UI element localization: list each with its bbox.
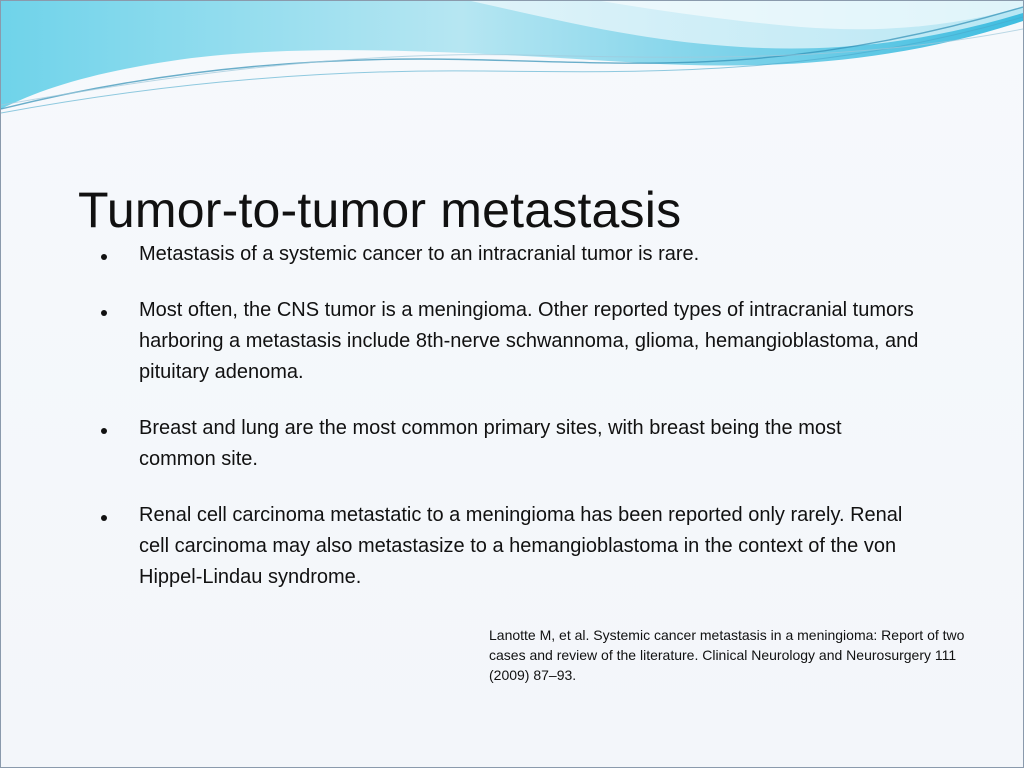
bullet-text: Breast and lung are the most common primary sites, with breast being the most common site.: [139, 417, 842, 470]
bullet-dot-icon: [101, 254, 107, 260]
bullet-text: Renal cell carcinoma metastatic to a meningioma has been reported only rarely. Renal cell carcinoma may also metastasize to a hemangioblastoma in the context of the von Hippel-Lindau syndrome.: [139, 504, 903, 588]
bullet-item: [99, 413, 919, 475]
citation-text: Lanotte M, et al. Systemic cancer metastasis in a meningioma: Report of two cases and review of the literature. Clinical Neurology and Neurosurgery 111 (2009) 87–93.: [489, 627, 965, 683]
header-wave-decoration: [1, 1, 1023, 131]
bullet-dot-icon: [101, 428, 107, 434]
bullet-list: [99, 239, 919, 593]
bullet-dot-icon: [101, 515, 107, 521]
bullet-item: [99, 500, 919, 593]
bullet-item: [99, 239, 919, 270]
bullet-dot-icon: [101, 310, 107, 316]
bullet-text: Metastasis of a systemic cancer to an intracranial tumor is rare.: [139, 243, 700, 265]
bullet-item: [99, 295, 919, 388]
bullet-text: Most often, the CNS tumor is a meningioma. Other reported types of intracranial tumors harboring a metastasis include 8th-nerve schwannoma, glioma, hemangioblastoma, and pituitary adenoma.: [139, 299, 919, 383]
slide-title: Tumor-to-tumor metastasis: [78, 181, 682, 238]
